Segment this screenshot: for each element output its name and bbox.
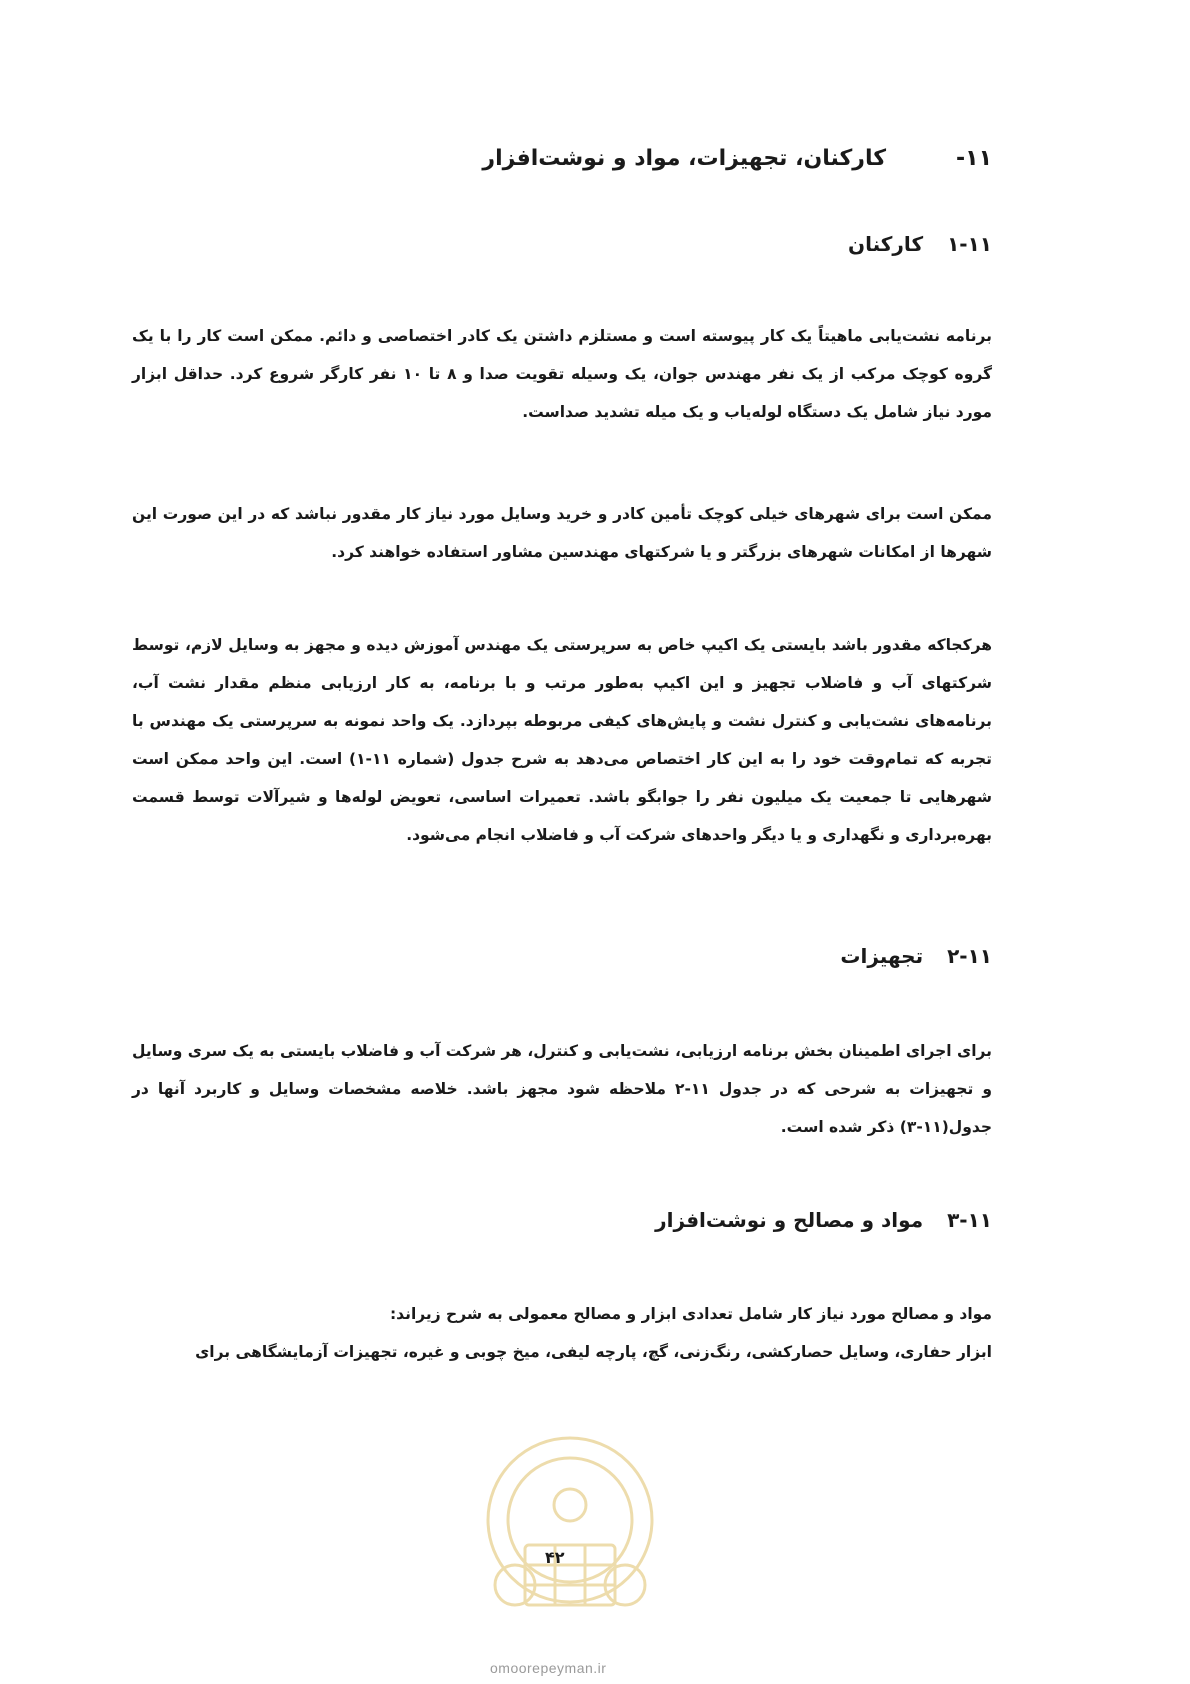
section-heading-2: [840, 944, 992, 968]
section-number: ۳-۱۱: [947, 1208, 992, 1232]
watermark-seal-icon: [470, 1425, 670, 1655]
page-number: ۴۲: [545, 1548, 565, 1567]
paragraph: برای اجرای اطمینان بخش برنامه ارزیابی، نشت‌یابی و کنترل، هر شرکت آب و فاضلاب بایستی به یک سری وسایل و تجهیزات به شرحی که در جدول ۱۱-۲ ملاحظه شود مجهز باشد. خلاصه مشخصات وسایل و کاربرد آنها در جدول(۱۱-۳) ذکر شده است.: [132, 1042, 992, 1136]
paragraph: ابزار حفاری، وسایل حصارکشی، رنگ‌زنی، گچ، پارچه لیفی، میخ چوبی و غیره، تجهیزات آزمایشگاهی برای: [195, 1343, 992, 1361]
section-title: مواد و مصالح و نوشت‌افزار: [655, 1208, 924, 1232]
chapter-heading: [482, 146, 992, 171]
paragraph: برنامه نشت‌یابی ماهیتاً یک کار پیوسته است و مستلزم داشتن یک کادر اختصاصی و دائم. ممکن است کار را با یک گروه کوچک مرکب از یک نفر مهندس جوان، یک وسیله تقویت صدا و ۸ تا ۱۰ نفر کارگر شروع کرد. حداقل ابزار مورد نیاز شامل یک دستگاه لوله‌یاب و یک میله تشدید صداست.: [132, 327, 992, 421]
section-heading-1: [848, 232, 992, 256]
section-heading-3: [655, 1208, 992, 1232]
section-number: ۲-۱۱: [947, 944, 992, 968]
paragraph: ممکن است برای شهرهای خیلی کوچک تأمین کادر و خرید وسایل مورد نیاز کار مقدور نباشد که در این صورت این شهرها از امکانات شهرهای بزرگتر و یا شرکتهای مهندسین مشاور استفاده خواهند کرد.: [132, 505, 992, 561]
section-number: ۱-۱۱: [947, 232, 992, 256]
paragraph: هرکجاکه مقدور باشد بایستی یک اکیپ خاص به سرپرستی یک مهندس آموزش دیده و مجهز به وسایل لازم، توسط شرکتهای آب و فاضلاب تجهیز و این اکیپ به‌طور مرتب و با برنامه، به کار ارزیابی منظم مقدار نشت آب، برنامه‌های نشت‌یابی و کنترل نشت و پایش‌های کیفی مربوطه بپردازد. یک واحد نمونه به سرپرستی یک مهندس با تجربه که تمام‌وقت خود را به این کار اختصاص می‌دهد به شرح جدول (شماره ۱۱-۱) است. این واحد ممکن است شهرهایی تا جمعیت یک میلیون نفر را جوابگو باشد. تعمیرات اساسی، تعویض لوله‌ها و شیرآلات توسط قسمت بهره‌برداری و نگهداری و یا دیگر واحدهای شرکت آب و فاضلاب انجام می‌شود.: [132, 636, 992, 844]
section-title: تجهیزات: [840, 944, 924, 968]
chapter-number: ۱۱-: [956, 146, 992, 171]
section-title: کارکنان: [848, 232, 924, 256]
watermark-credit: omoorepeyman.ir: [490, 1660, 607, 1676]
chapter-title: کارکنان، تجهیزات، مواد و نوشت‌افزار: [482, 146, 886, 171]
paragraph: مواد و مصالح مورد نیاز کار شامل تعدادی ابزار و مصالح معمولی به شرح زیراند:: [389, 1305, 992, 1323]
